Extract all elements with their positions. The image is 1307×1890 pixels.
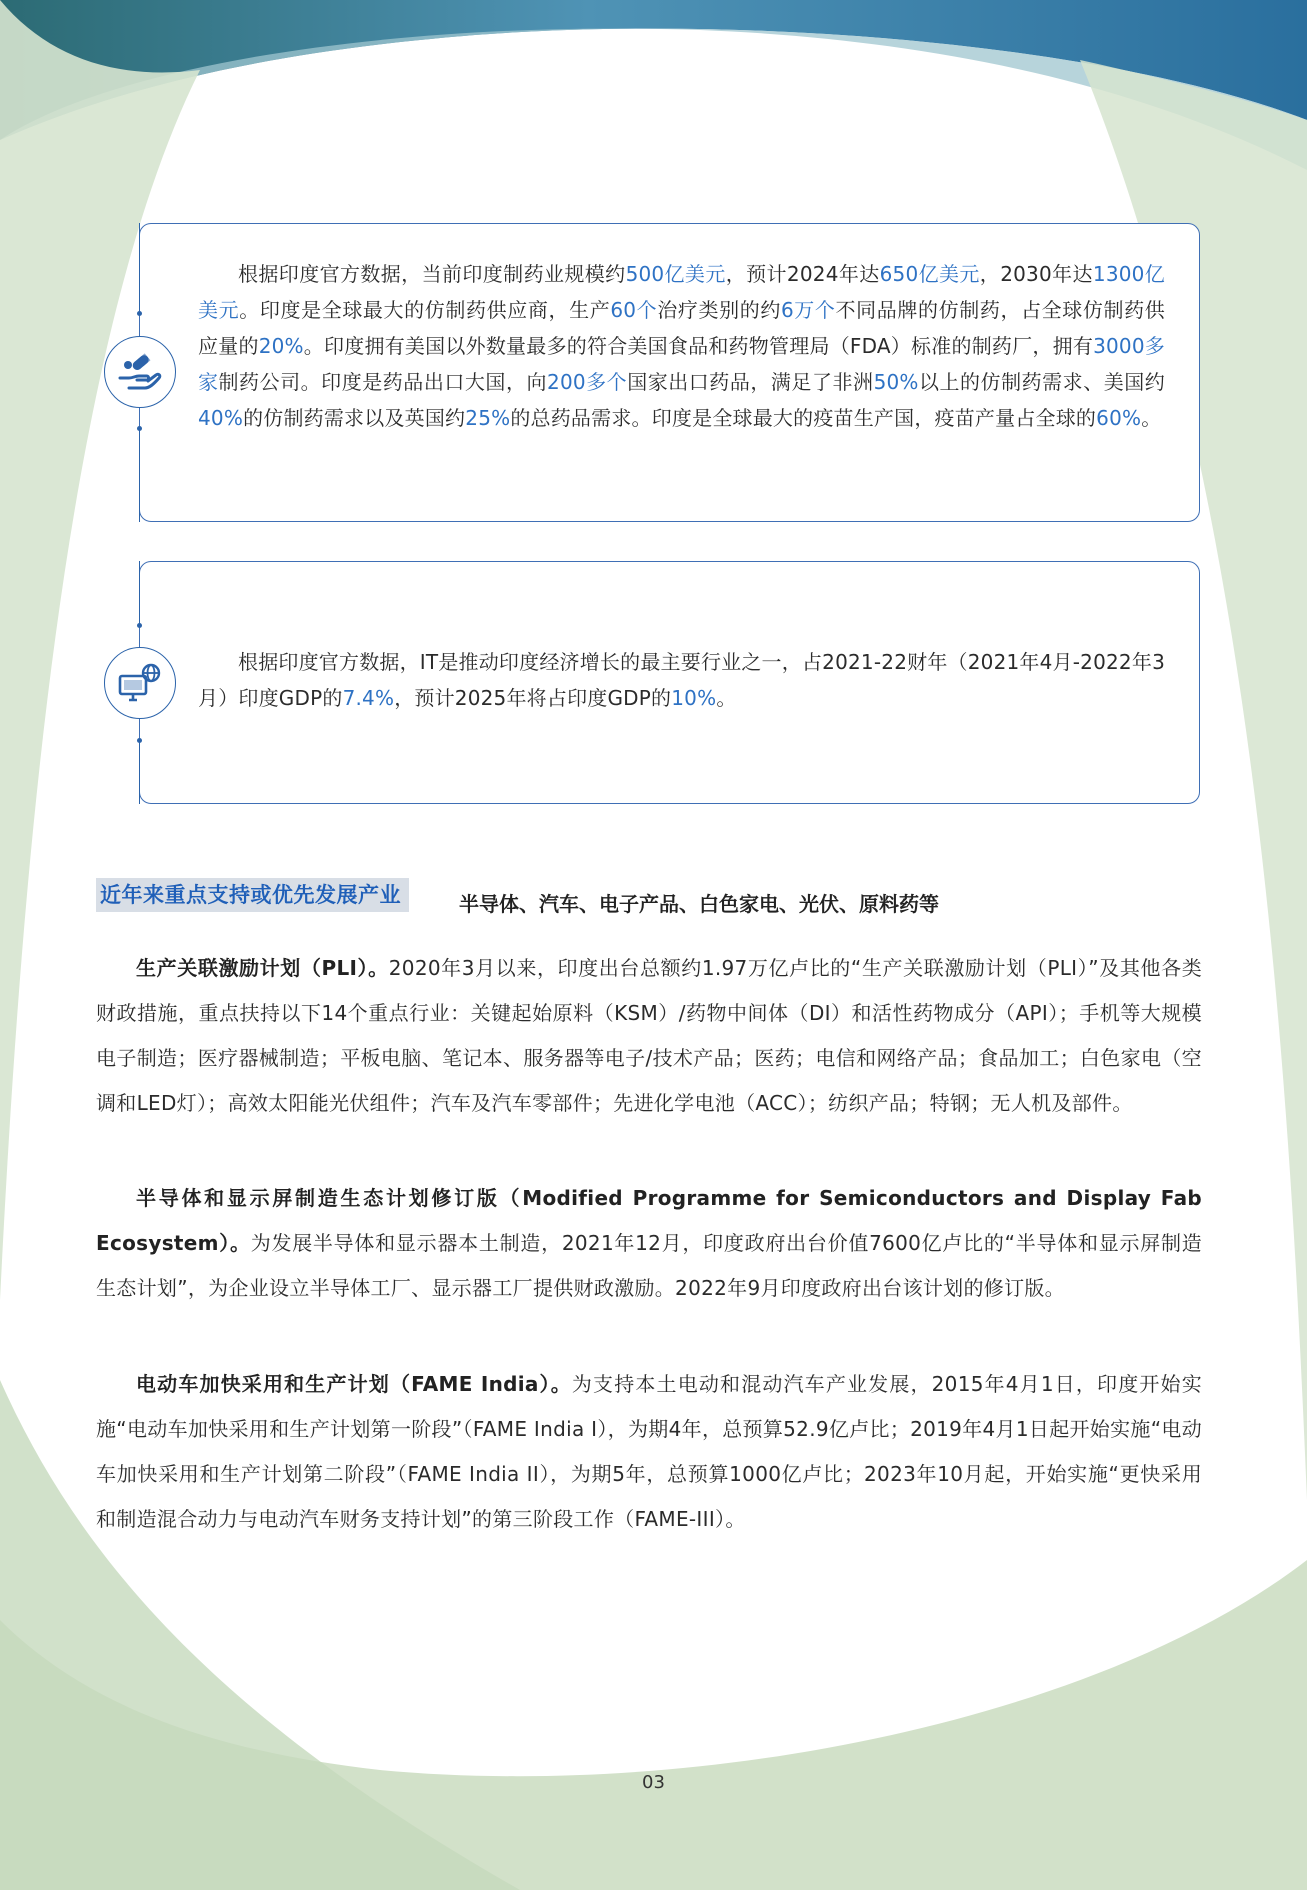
highlight-figure: 200多个 (547, 370, 628, 394)
text-segment: ，预计2025年将占印度GDP的 (394, 686, 672, 710)
text-segment: 。印度是全球最大的仿制药供应商，生产 (239, 298, 611, 322)
page-number: 03 (642, 1772, 665, 1793)
highlight-figure: 6万个 (780, 298, 836, 322)
highlight-figure: 1300亿美元 (198, 262, 1165, 322)
paragraph-body: 2020年3月以来，印度出台总额约1.97万亿卢比的“生产关联激励计划（PLI）”及其他各类财政措施，重点扶持以下14个重点行业：关键起始原料（KSM）/药物中间体（DI）和活性药物成分（API）；手机等大规模电子制造；医疗器械制造；平板电脑、笔记本、服务器等电子/技术产品；医药；电信和网络产品；食品加工；白色家电（空调和LED灯）；高效太阳能光伏组件；汽车及汽车零部件；先进化学电池（ACC）；纺织产品；特钢；无人机及部件。 (96, 956, 1202, 1115)
highlight-figure: 10% (671, 686, 717, 710)
text-segment: ，2030年达 (979, 262, 1093, 286)
connector-line (139, 223, 140, 313)
section-industry-list: 半导体、汽车、电子产品、白色家电、光伏、原料药等 (459, 892, 939, 916)
connector-line (139, 561, 140, 625)
pharma-info-card (139, 223, 1200, 522)
text-segment: 以上的仿制药需求、美国约 (918, 370, 1165, 394)
text-segment: 根据印度官方数据，IT是推动印度经济增长的最主要行业之一，占2021-22财年（2021年4月-2022年3月）印度GDP的 (198, 650, 1165, 710)
connector-line (139, 428, 140, 522)
paragraph-title: 生产关联激励计划（PLI）。 (136, 956, 389, 980)
fame-paragraph (96, 1362, 1202, 1542)
hand-pill-icon (117, 352, 163, 392)
text-segment: 不同品牌的仿制药，占全球仿制药供应量的 (198, 298, 1165, 358)
highlight-figure: 500亿美元 (625, 262, 726, 286)
it-info-card (139, 561, 1200, 804)
text-segment: 。 (1141, 406, 1162, 430)
highlight-figure: 20% (258, 334, 304, 358)
text-segment: 制药公司。印度是药品出口大国，向 (218, 370, 548, 394)
text-segment: 的仿制药需求以及英国约 (243, 406, 466, 430)
semiconductor-paragraph (96, 1176, 1202, 1311)
highlight-figure: 50% (873, 370, 919, 394)
text-segment: 根据印度官方数据，当前印度制药业规模约 (238, 262, 626, 286)
computer-globe-icon (117, 662, 163, 704)
text-segment: 的总药品需求。印度是全球最大的疫苗生产国，疫苗产量占全球的 (510, 406, 1097, 430)
section-tag: 近年来重点支持或优先发展产业 (96, 878, 409, 912)
paragraph-body: 为支持本土电动和混动汽车产业发展，2015年4月1日，印度开始实施“电动车加快采用和生产计划第一阶段”（FAME India I），为期4年，总预算52.9亿卢比；2019年4月1日起开始实施“电动车加快采用和生产计划第二阶段”（FAME India II），为期5年，总预算1000亿卢比；2023年10月起，开始实施“更快采用和制造混合动力与电动汽车财务支持计划”的第三阶段工作（FAME-III）。 (96, 1372, 1202, 1531)
highlight-figure: 60% (1096, 406, 1142, 430)
paragraph-title: 半导体和显示屏制造生态计划修订版（Modified Programme for Semiconductors and Display Fab Ecosystem）。 (96, 1186, 1202, 1255)
highlight-figure: 3000多家 (198, 334, 1165, 394)
highlight-figure: 25% (465, 406, 511, 430)
highlight-figure: 60个 (610, 298, 658, 322)
connector-line (139, 740, 140, 804)
pli-paragraph (96, 946, 1202, 1126)
paragraph-body: 为发展半导体和显示器本土制造，2021年12月，印度政府出台价值7600亿卢比的“半导体和显示屏制造生态计划”，为企业设立半导体工厂、显示器工厂提供财政激励。2022年9月印度政府出台该计划的修订版。 (96, 1231, 1202, 1300)
text-segment: 治疗类别的约 (657, 298, 781, 322)
highlight-figure: 40% (198, 406, 244, 430)
text-segment: 国家出口药品，满足了非洲 (627, 370, 874, 394)
pharma-info-text (198, 256, 1165, 436)
highlight-figure: 7.4% (342, 686, 395, 710)
pharma-icon-circle (104, 336, 176, 408)
text-segment: ，预计2024年达 (725, 262, 880, 286)
paragraph-title: 电动车加快采用和生产计划（FAME India）。 (136, 1372, 572, 1396)
text-segment: 。印度拥有美国以外数量最多的符合美国食品和药物管理局（FDA）标准的制药厂，拥有 (303, 334, 1094, 358)
it-icon-circle (104, 647, 176, 719)
it-info-text (198, 644, 1165, 716)
text-segment: 。 (716, 686, 737, 710)
highlight-figure: 650亿美元 (879, 262, 980, 286)
